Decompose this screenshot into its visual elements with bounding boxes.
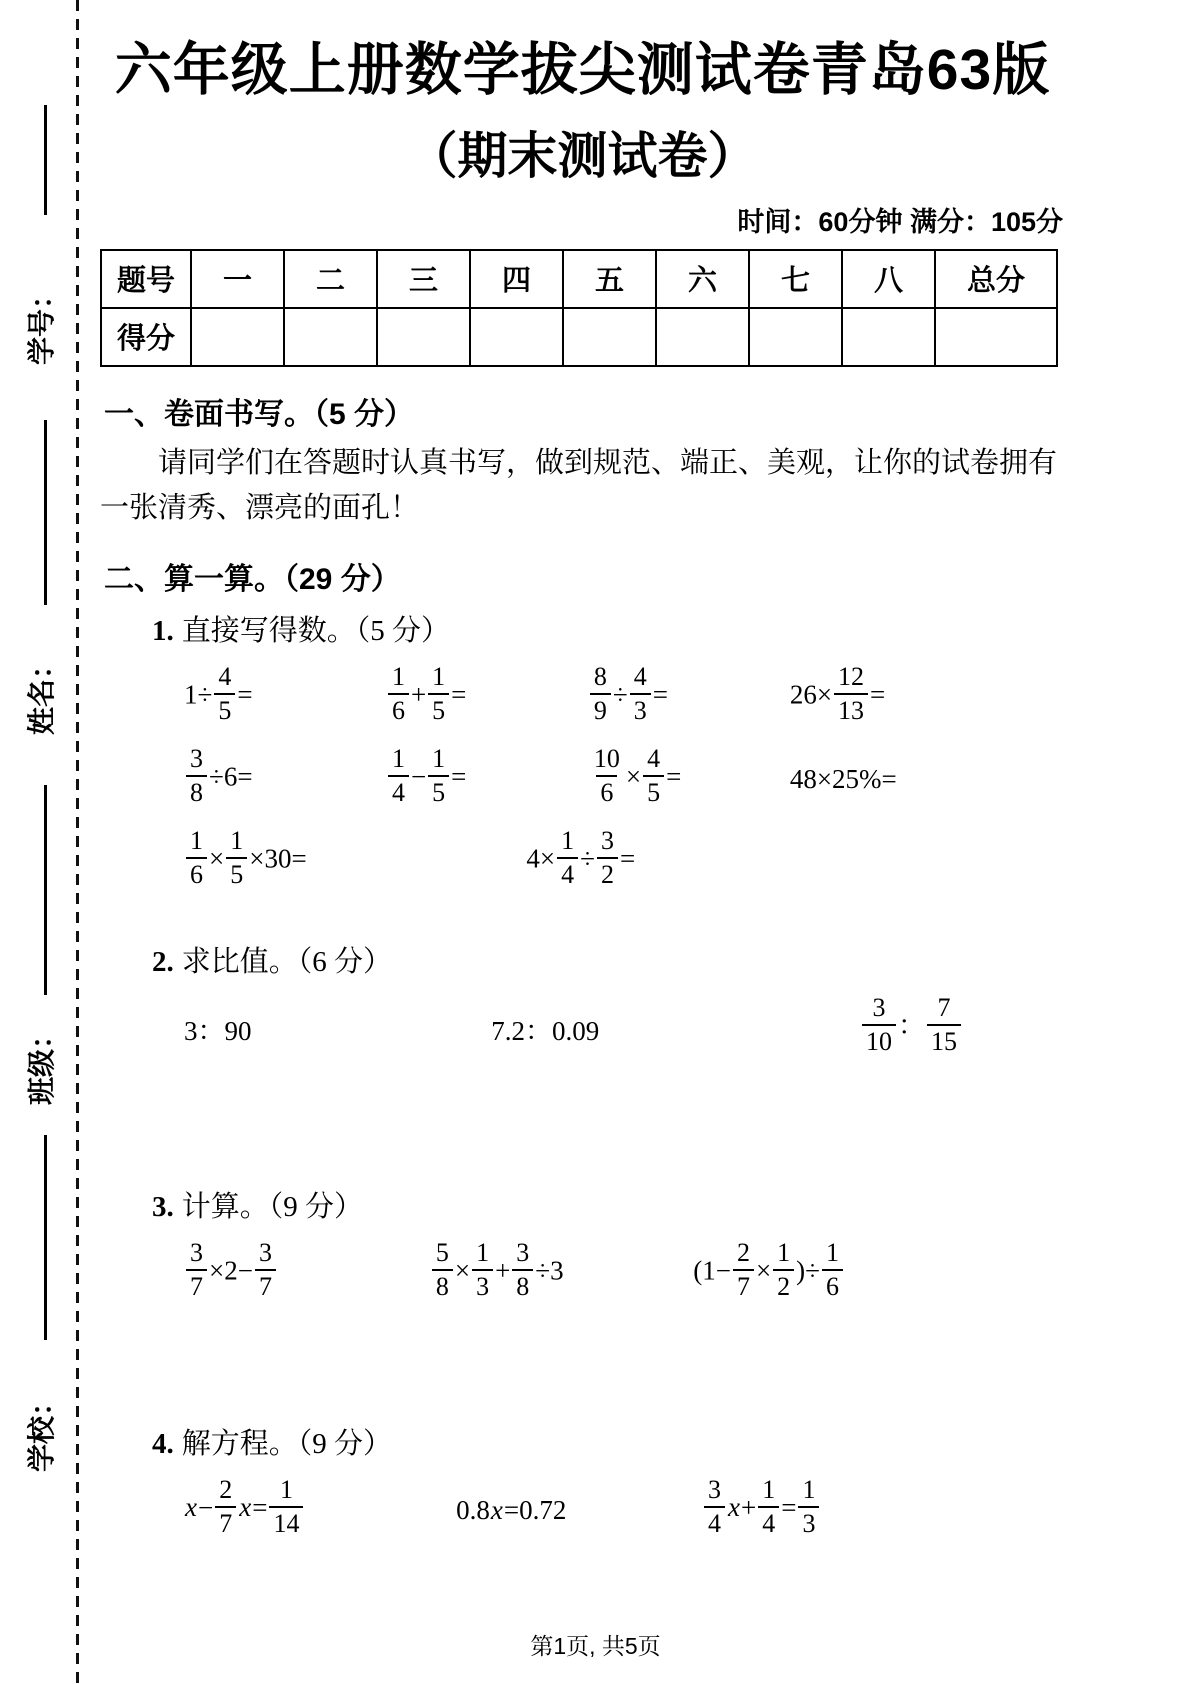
score-table-header-cell: 一	[191, 250, 284, 308]
math-expression: (1− $\frac{2}{7}$ × $\frac{1}{2}$ )÷ $\frac{1}{6}$	[693, 1243, 1062, 1304]
score-empty-cell	[563, 308, 656, 366]
fraction-numerator: 4	[633, 661, 647, 691]
math-expression: $\frac{5}{8}$ × $\frac{1}{3}$ + $\frac{3}{8}$ ÷3	[430, 1243, 693, 1304]
fraction-denominator: 4	[557, 857, 578, 889]
class-blank-line	[44, 785, 47, 995]
score-table	[100, 249, 1058, 367]
fraction-denominator: 6	[186, 857, 207, 889]
score-empty-cell	[284, 308, 377, 366]
math-expression: $\frac{10}{6}$ × $\frac{4}{5}$ =	[588, 749, 790, 810]
class-label: 班级：	[26, 1021, 57, 1106]
score-empty-cell	[842, 308, 935, 366]
score-empty-cell	[749, 308, 842, 366]
student-id-label: 学号：	[26, 281, 57, 366]
fraction-numerator: 1	[802, 1474, 816, 1504]
fraction-numerator: 4	[218, 661, 232, 691]
fraction-numerator: 1	[190, 825, 203, 855]
fraction-denominator: 14	[269, 1506, 303, 1538]
fraction	[388, 743, 409, 808]
fraction-numerator: 1	[279, 1474, 293, 1504]
fraction	[432, 1237, 453, 1302]
fraction	[704, 1474, 725, 1539]
math-expression: 4× $\frac{1}{4}$ ÷ $\frac{3}{2}$ =	[526, 825, 636, 890]
exam-page	[100, 0, 1065, 1544]
fraction	[215, 1474, 236, 1539]
fraction	[643, 743, 664, 808]
fraction-numerator: 1	[825, 1237, 839, 1267]
exam-time-score-info: 时间：60分钟 满分：105分	[737, 206, 1063, 237]
fraction	[186, 825, 207, 890]
fraction	[798, 1474, 819, 1539]
fraction-denominator: 4	[704, 1506, 725, 1538]
fraction	[758, 1474, 779, 1539]
fraction-numerator: 3	[258, 1237, 272, 1267]
math-expression: 1÷ $\frac{4}{5}$ =	[184, 661, 253, 726]
section-1-body: 请同学们在答题时认真书写，做到规范、端正、美观，让你的试卷拥有一张清秀、漂亮的面孔！	[100, 446, 1058, 525]
fraction	[472, 1237, 493, 1302]
fraction-numerator: 1	[432, 743, 446, 773]
score-table-header-cell: 六	[656, 250, 749, 308]
variable-x: x	[728, 1492, 740, 1523]
school-blank-line	[44, 1135, 47, 1340]
fraction-denominator: 5	[428, 693, 449, 725]
math-expression: $\frac{1}{6}$ × $\frac{1}{5}$ ×30=	[184, 831, 526, 892]
score-table-header-row	[101, 250, 1057, 308]
subsection-1-heading	[152, 608, 1065, 649]
fraction-numerator: 1	[476, 1237, 490, 1267]
name-blank-line	[44, 420, 47, 605]
fraction-denominator: 5	[643, 775, 664, 807]
fraction-denominator: 13	[834, 693, 868, 725]
fraction-numerator: 8	[593, 661, 607, 691]
fraction-numerator: 1	[230, 825, 244, 855]
math-expression: $\frac{1}{6}$ + $\frac{1}{5}$ =	[386, 667, 588, 728]
variable-x: x	[185, 1492, 197, 1523]
fraction-numerator: 3	[190, 1237, 203, 1267]
fraction-denominator: 8	[432, 1269, 453, 1301]
section-1-heading: 一、卷面书写。（5 分）	[104, 397, 415, 431]
fraction	[862, 992, 896, 1057]
fraction-denominator: 6	[596, 775, 617, 807]
score-row-label-cell: 得分	[101, 308, 191, 366]
fraction	[226, 825, 247, 890]
fraction	[512, 1237, 533, 1302]
fraction-denominator: 7	[255, 1269, 276, 1301]
fraction-denominator: 3	[798, 1506, 819, 1538]
equation-row	[184, 1476, 1062, 1544]
fraction-denominator: 5	[226, 857, 247, 889]
fraction-numerator: 2	[219, 1474, 233, 1504]
fraction	[630, 661, 651, 726]
fraction-numerator: 1	[561, 825, 575, 855]
score-table-header-cell: 二	[284, 250, 377, 308]
score-table-corner-cell: 题号	[101, 250, 191, 308]
fraction-numerator: 3	[600, 825, 614, 855]
fraction-denominator: 10	[862, 1024, 896, 1056]
fraction	[773, 1237, 794, 1302]
school-label: 学校：	[26, 1388, 57, 1473]
subsection-1-number: 1.	[152, 615, 174, 648]
subsection-2-number: 2.	[152, 946, 174, 979]
variable-x: x	[490, 1494, 503, 1525]
fraction-numerator: 1	[762, 1474, 776, 1504]
fraction	[590, 743, 624, 808]
footer-page-number: 第1页, 共5页	[530, 1633, 661, 1659]
math-expression: 7.2：0.09	[491, 1015, 600, 1046]
subsection-4-title: 解方程。（9 分）	[181, 1428, 393, 1461]
fraction-denominator: 7	[186, 1269, 207, 1301]
direct-calc-row-3	[184, 827, 1062, 895]
math-expression: 3：90	[184, 1015, 252, 1046]
fraction-numerator: 5	[435, 1237, 449, 1267]
fraction-denominator: 6	[388, 693, 409, 725]
fraction-numerator: 10	[593, 743, 620, 773]
math-expression: $\frac{3}{8}$ ÷6=	[184, 749, 386, 810]
fraction	[557, 825, 578, 890]
score-table-header-cell: 八	[842, 250, 935, 308]
fraction-denominator: 4	[388, 775, 409, 807]
subsection-3-number: 3.	[152, 1191, 174, 1224]
variable-x: x	[239, 1492, 252, 1523]
math-expression: 48×25%=	[789, 763, 897, 794]
score-table-header-cell: 五	[563, 250, 656, 308]
fraction	[186, 743, 207, 808]
fraction-denominator: 2	[597, 857, 618, 889]
score-empty-cell	[191, 308, 284, 366]
fraction-denominator: 15	[927, 1024, 961, 1056]
fraction-denominator: 5	[428, 775, 449, 807]
name-label: 姓名：	[26, 651, 57, 736]
fraction-numerator: 7	[937, 992, 951, 1022]
math-expression: x− $\frac{2}{7}$ x= $\frac{1}{14}$	[184, 1480, 456, 1541]
ratio-row	[184, 994, 1062, 1062]
score-table-header-cell: 四	[470, 250, 563, 308]
math-expression: $\frac{3}{7}$ ×2− $\frac{3}{7}$	[184, 1243, 430, 1304]
subsection-3-title: 计算。（9 分）	[181, 1191, 364, 1224]
subsection-3-heading	[152, 1184, 1065, 1225]
score-empty-cell	[656, 308, 749, 366]
fraction-denominator: 5	[214, 693, 235, 725]
subsection-1-title: 直接写得数。（5 分）	[181, 615, 451, 648]
fraction-numerator: 3	[872, 992, 886, 1022]
fraction-denominator: 4	[758, 1506, 779, 1538]
fraction-denominator: 8	[512, 1269, 533, 1301]
fraction-numerator: 1	[432, 661, 446, 691]
subsection-2-heading	[152, 939, 1065, 980]
fraction-denominator: 8	[186, 775, 207, 807]
math-expression: $\frac{8}{9}$ ÷ $\frac{4}{3}$ =	[588, 667, 790, 728]
fraction	[388, 661, 409, 726]
section-2-heading: 二、算一算。（29 分）	[104, 563, 401, 597]
fraction	[269, 1474, 303, 1539]
student-id-blank-line	[44, 105, 47, 215]
math-expression: $\frac{3}{10}$ ： $\frac{7}{15}$	[860, 998, 1062, 1059]
fraction-numerator: 3	[516, 1237, 530, 1267]
fraction	[590, 661, 611, 726]
fraction	[733, 1237, 754, 1302]
fraction-numerator: 1	[391, 743, 405, 773]
fraction	[822, 1237, 843, 1302]
score-empty-cell	[935, 308, 1057, 366]
subsection-4-heading	[152, 1421, 1065, 1462]
subsection-4-number: 4.	[152, 1428, 174, 1461]
calculation-row	[184, 1239, 1062, 1307]
fraction-denominator: 3	[472, 1269, 493, 1301]
fraction-denominator: 9	[590, 693, 611, 725]
page-title: 六年级上册数学拔尖测试卷青岛63版	[114, 38, 1051, 102]
direct-calc-row-1	[184, 663, 1062, 731]
fraction-denominator: 6	[822, 1269, 843, 1301]
fraction	[834, 661, 868, 726]
fraction-denominator: 7	[215, 1506, 236, 1538]
direct-calc-row-2	[184, 745, 1062, 813]
page-subtitle: （期末测试卷）	[407, 127, 758, 184]
score-table-header-cell: 三	[377, 250, 470, 308]
math-expression: $\frac{1}{4}$ − $\frac{1}{5}$ =	[386, 749, 588, 810]
subsection-2-title: 求比值。（6 分）	[181, 946, 393, 979]
fraction-denominator: 2	[773, 1269, 794, 1301]
fraction-numerator: 4	[647, 743, 661, 773]
score-empty-cell	[377, 308, 470, 366]
fraction-numerator: 3	[190, 743, 203, 773]
fraction-numerator: 1	[777, 1237, 791, 1267]
fraction-numerator: 2	[736, 1237, 750, 1267]
fraction	[428, 661, 449, 726]
fraction-numerator: 3	[708, 1474, 721, 1504]
math-expression: 0.8x=0.72	[456, 1494, 567, 1525]
score-table-header-cell: 七	[749, 250, 842, 308]
math-expression: $\frac{3}{4}$ x+ $\frac{1}{4}$ = $\frac{1}{3}$	[702, 1480, 1062, 1541]
score-table-score-row	[101, 308, 1057, 366]
fraction-numerator: 1	[391, 661, 405, 691]
fraction	[186, 1237, 207, 1302]
fraction-numerator: 12	[838, 661, 865, 691]
fraction	[255, 1237, 276, 1302]
binding-dashed-line	[76, 0, 79, 1684]
fraction	[214, 661, 235, 726]
math-expression: 26× $\frac{12}{13}$ =	[789, 661, 886, 726]
fraction	[927, 992, 961, 1057]
score-table-header-cell: 总分	[935, 250, 1057, 308]
fraction-denominator: 3	[630, 693, 651, 725]
fraction	[428, 743, 449, 808]
fraction	[597, 825, 618, 890]
score-empty-cell	[470, 308, 563, 366]
fraction-denominator: 7	[733, 1269, 754, 1301]
